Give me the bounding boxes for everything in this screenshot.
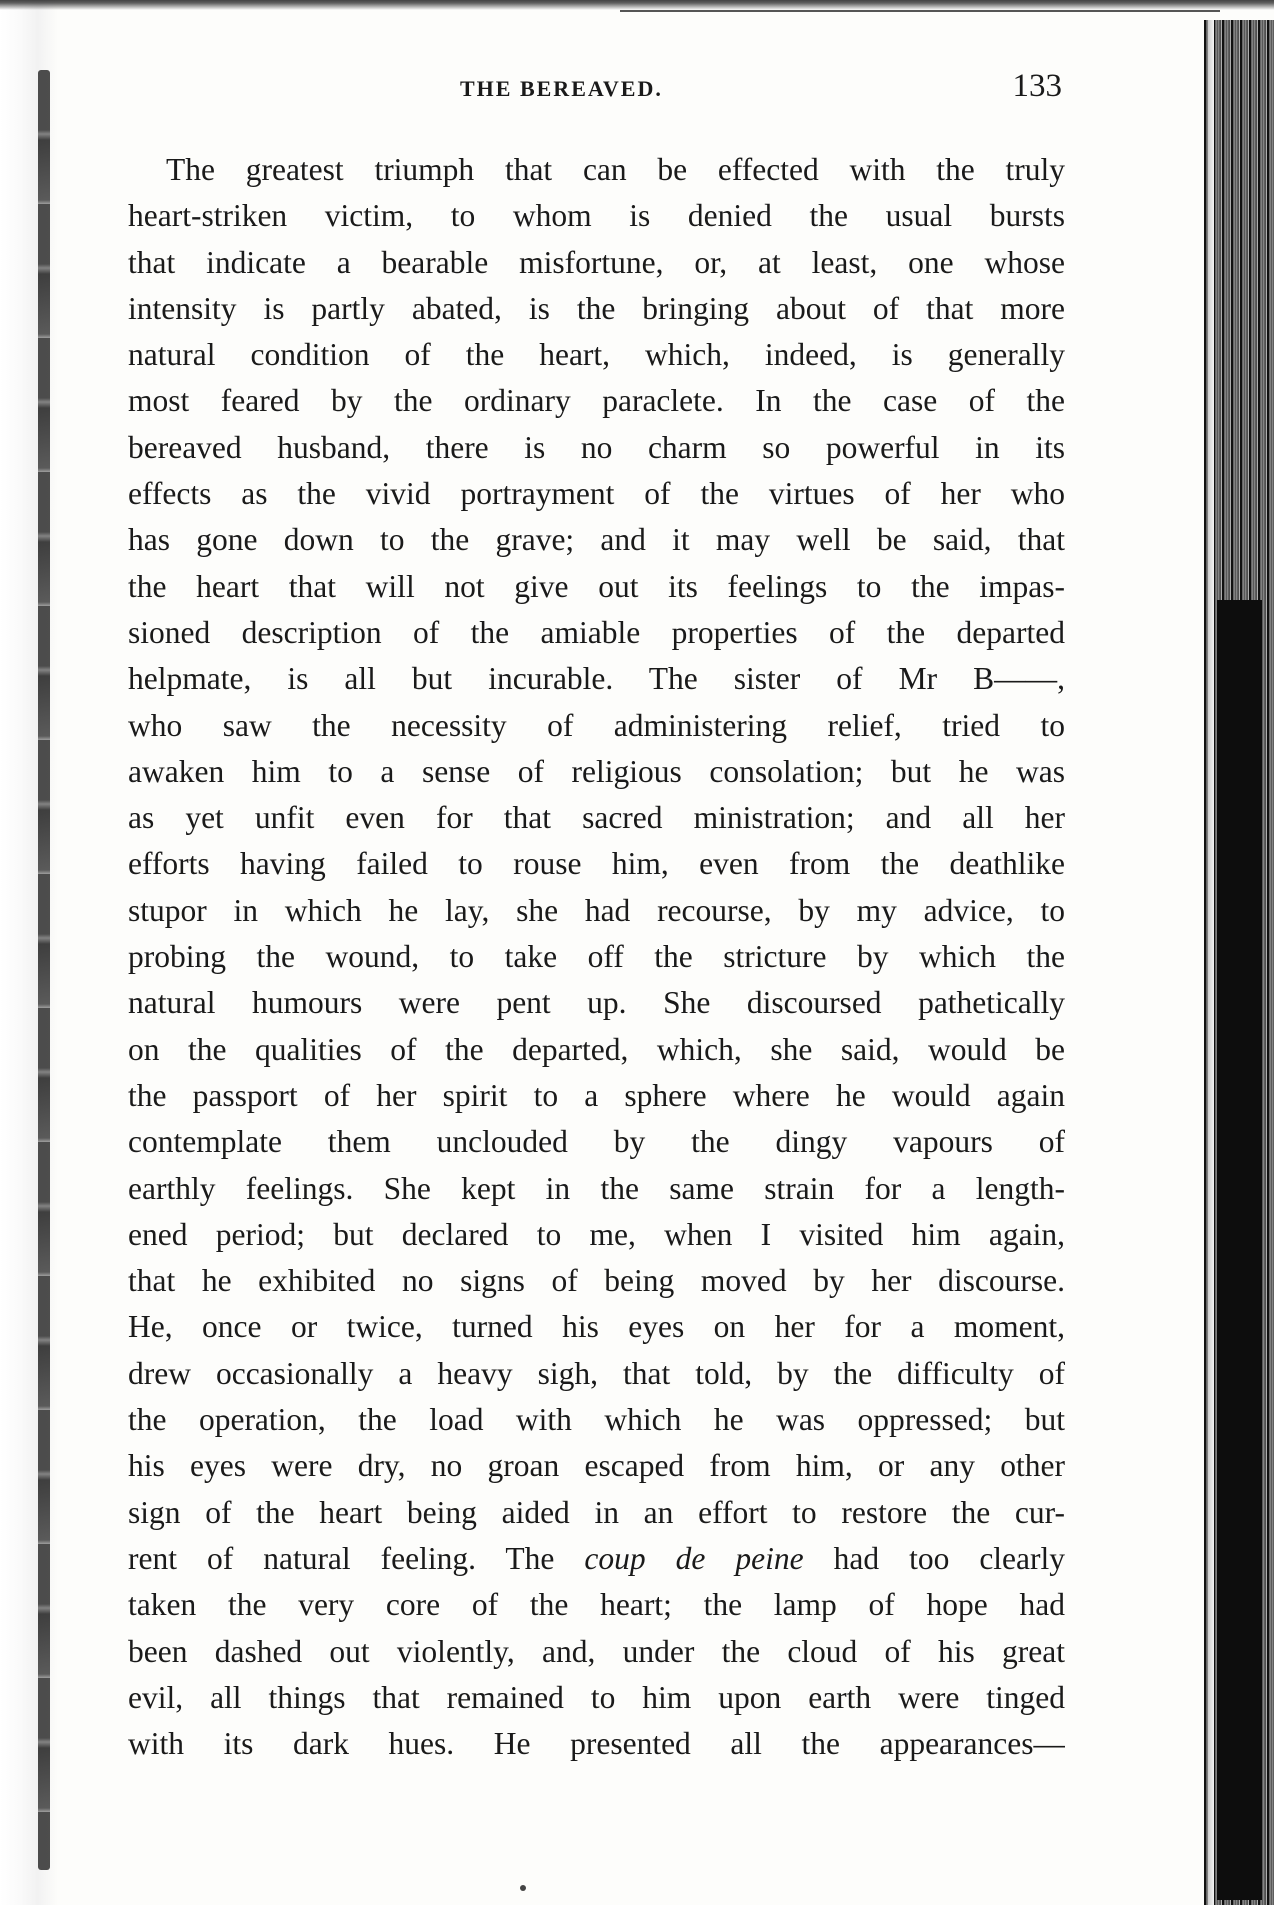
text-line: bereaved husband, there is no charm so powerful in its [128, 429, 1065, 465]
body-paragraph [128, 147, 1065, 1767]
scan-top-edge [0, 0, 1274, 18]
text-line: sign of the heart being aided in an effort to restore the cur- [128, 1494, 1065, 1530]
text-line: effects as the vivid portrayment of the virtues of her who [128, 476, 1065, 512]
text-line: the heart that will not give out its feelings to the impas- [128, 568, 1065, 604]
text-line: that he exhibited no signs of being moved by her discourse. [128, 1263, 1065, 1299]
text-line: efforts having failed to rouse him, even from the deathlike [128, 846, 1065, 882]
text-line: taken the very core of the heart; the lamp of hope had [128, 1587, 1065, 1623]
text-line: with its dark hues. He presented all the appearances— [128, 1726, 1065, 1762]
text-line-with-italic [128, 1536, 1065, 1582]
text-line: drew occasionally a heavy sigh, that told, by the difficulty of [128, 1355, 1065, 1391]
text-line: natural condition of the heart, which, indeed, is generally [128, 337, 1065, 373]
text-line: stupor in which he lay, she had recourse, by my advice, to [128, 892, 1065, 928]
text-line: The greatest triumph that can be effected with the truly [166, 152, 1065, 187]
text-line: awaken him to a sense of religious consolation; but he was [128, 753, 1065, 789]
ink-speck [520, 1885, 526, 1891]
text-line: earthly feelings. She kept in the same strain for a length- [128, 1170, 1065, 1206]
running-title: THE BEREAVED. [460, 76, 663, 101]
text-line: He, once or twice, turned his eyes on her for a moment, [128, 1309, 1065, 1345]
text-line: contemplate them unclouded by the dingy vapours of [128, 1124, 1065, 1160]
text-line: on the qualities of the departed, which, she said, would be [128, 1031, 1065, 1067]
text-line: who saw the necessity of administering relief, tried to [128, 707, 1065, 743]
text-line: most feared by the ordinary paraclete. In the case of the [128, 383, 1065, 419]
text-line: his eyes were dry, no groan escaped from him, or any other [128, 1448, 1065, 1484]
running-header [130, 68, 1070, 112]
text-line: helpmate, is all but incurable. The sister of Mr B——, [128, 661, 1065, 697]
text-line: natural humours were pent up. She discoursed pathetically [128, 985, 1065, 1021]
italic-phrase: coup de peine [584, 1540, 804, 1576]
binding-shadow [38, 70, 50, 1870]
text-line: evil, all things that remained to him upon earth were tinged [128, 1679, 1065, 1715]
page-edge-shadow [1217, 600, 1262, 1900]
text-line: sioned description of the amiable properties of the departed [128, 614, 1065, 650]
scan-top-line [620, 10, 1220, 12]
text-line: the passport of her spirit to a sphere where he would again [128, 1077, 1065, 1113]
text-line: been dashed out violently, and, under the cloud of his great [128, 1633, 1065, 1669]
text-line: probing the wound, to take off the stricture by which the [128, 939, 1065, 975]
page-number: 133 [1012, 68, 1062, 104]
text-line: that indicate a bearable misfortune, or, at least, one whose [128, 244, 1065, 280]
text-line: the operation, the load with which he was oppressed; but [128, 1402, 1065, 1438]
text-segment: rent of natural feeling. The [128, 1540, 585, 1576]
text-line: heart-striken victim, to whom is denied the usual bursts [128, 198, 1065, 234]
text-line: ened period; but declared to me, when I visited him again, [128, 1216, 1065, 1252]
text-line: as yet unfit even for that sacred ministration; and all her [128, 800, 1065, 836]
text-segment: had too clearly [803, 1540, 1065, 1576]
text-line: intensity is partly abated, is the bringing about of that more [128, 290, 1065, 326]
page-edge-highlight [1208, 20, 1214, 1905]
text-line: has gone down to the grave; and it may well be said, that [128, 522, 1065, 558]
